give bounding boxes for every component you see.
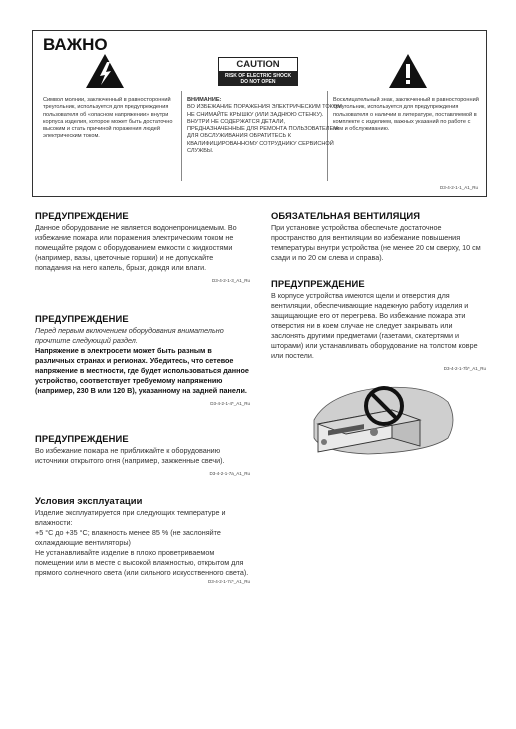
section-heading: ПРЕДУПРЕЖДЕНИЕ	[35, 210, 129, 221]
reference-code: D3-4-2-1-4*_A1_Ru	[210, 401, 250, 406]
exclamation-warning-icon	[388, 53, 428, 89]
section-text: Данное оборудование не является водонепроницаемым. Во избежание пожара или поражения электрическим током не помещайте рядом с оборудованием емкости с жидкостями (например, вазы, цветочные горшки) и не допускайте попадания на него капель, брызг, дождя или влаги.	[35, 223, 237, 272]
important-box	[32, 30, 487, 197]
lightning-warning-icon	[85, 53, 125, 89]
operating-conditions-section	[35, 495, 250, 584]
warning-fire-section	[35, 433, 250, 476]
reference-code: D3-4-2-1-7b*_A1_Ru	[443, 366, 486, 371]
section-heading: ПРЕДУПРЕЖДЕНИЕ	[35, 433, 129, 444]
column-divider	[181, 91, 182, 181]
section-heading: ПРЕДУПРЕЖДЕНИЕ	[35, 313, 129, 324]
caution-description-title: ВНИМАНИЕ:	[187, 97, 222, 103]
warning-voltage-section	[35, 313, 250, 406]
section-heading: ПРЕДУПРЕЖДЕНИЕ	[271, 278, 365, 289]
caution-band-line2: DO NOT OPEN	[240, 79, 276, 85]
section-text: В корпусе устройства имеются щели и отверстия для вентиляции, обеспечивающие надежную работу изделия и защищающие его от перегрева. Во избежание пожара эти отверстия ни в коем случае не следует закрывать или заслонять другими предметами (газетами, скатертями и шторами) или устанавливать оборудование на толстом ковре или постели.	[271, 291, 478, 360]
section-heading: ОБЯЗАТЕЛЬНАЯ ВЕНТИЛЯЦИЯ	[271, 210, 421, 221]
caution-label	[218, 57, 298, 93]
receiver-on-carpet-illustration	[308, 380, 458, 460]
reference-code: D3-4-2-1-3_A1_Ru	[211, 278, 250, 283]
caution-band-line1: RISK OF ELECTRIC SHOCK	[224, 73, 292, 79]
caution-title: CAUTION	[218, 57, 298, 72]
warning-vents-section	[271, 278, 486, 371]
reference-code: D3-4-2-1-7a_A1_Ru	[209, 471, 250, 476]
important-title: ВАЖНО	[43, 35, 108, 54]
exclamation-symbol-description: Восклицательный знак, заключенный в равносторонний треугольник, используется для предупреждения пользователя о наличии в литературе, поставляемой в комплекте с изделием, важных указаний по работе с ним и обслуживанию.	[333, 97, 479, 133]
caution-description	[187, 97, 342, 155]
caution-description-text: ВО ИЗБЕЖАНИЕ ПОРАЖЕНИЯ ЭЛЕКТРИЧЕСКИМ ТОКОМ НЕ СНИМАЙТЕ КРЫШКУ (ИЛИ ЗАДНЮЮ СТЕНКУ). ВНУТРИ НЕ СОДЕРЖАТСЯ ДЕТАЛИ, ПРЕДНАЗНАЧЕННЫЕ ДЛЯ РЕМОНТА ПОЛЬЗОВАТЕЛЕМ. ДЛЯ ОБСЛУЖИВАНИЯ ОБРАТИТЕСЬ К КВАЛИФИЦИРОВАННОМУ СОТРУДНИКУ СЕРВИСНОЙ СЛУЖБЫ.	[187, 104, 342, 155]
ventilation-section	[271, 210, 486, 263]
section-text: +5 °C до +35 °C; влажность менее 85 % (не заслоняйте охлаждающие вентиляторы)	[35, 528, 221, 547]
section-heading: Условия эксплуатации	[35, 495, 143, 506]
caution-band	[218, 72, 298, 86]
section-text: Не устанавливайте изделие в плохо проветриваемом помещении или в месте с высокой влажностью, открытом для прямого солнечного света (или сильного искусственного света).	[35, 548, 249, 577]
section-text: Изделие эксплуатируется при следующих температуре и влажности:	[35, 508, 226, 527]
section-bold-text: Напряжение в электросети может быть разным в различных странах и регионах. Убедитесь, что сетевое напряжение в местности, где будет использоваться данное устройство, соответствует требуемому напряжению (например, 230 В или 120 В), указанному на задней панели.	[35, 346, 249, 395]
reference-code: D3-4-2-1-1_A1_Ru	[439, 185, 478, 190]
section-italic-text: Перед первым включением оборудования внимательно прочтите следующий раздел.	[35, 326, 224, 345]
reference-code: D3-4-2-1-7c*_A1_Ru	[207, 579, 250, 584]
section-text: При установке устройства обеспечьте достаточное пространство для вентиляции во избежание повышения температуры внутри устройства (не менее 20 см сверху, 10 см сзади и по 20 см слева и справа).	[271, 223, 481, 262]
lightning-symbol-description: Символ молнии, заключенный в равносторонний треугольник, используется для предупреждения пользователя об «опасном напряжении» внутри корпуса изделия, которое может быть достаточно высоким и стать причиной поражения людей электрическим током.	[43, 97, 173, 140]
warning-water-section	[35, 210, 250, 283]
section-text: Во избежание пожара не приближайте к оборудованию источники открытого огня (например, зажженные свечи).	[35, 446, 225, 465]
